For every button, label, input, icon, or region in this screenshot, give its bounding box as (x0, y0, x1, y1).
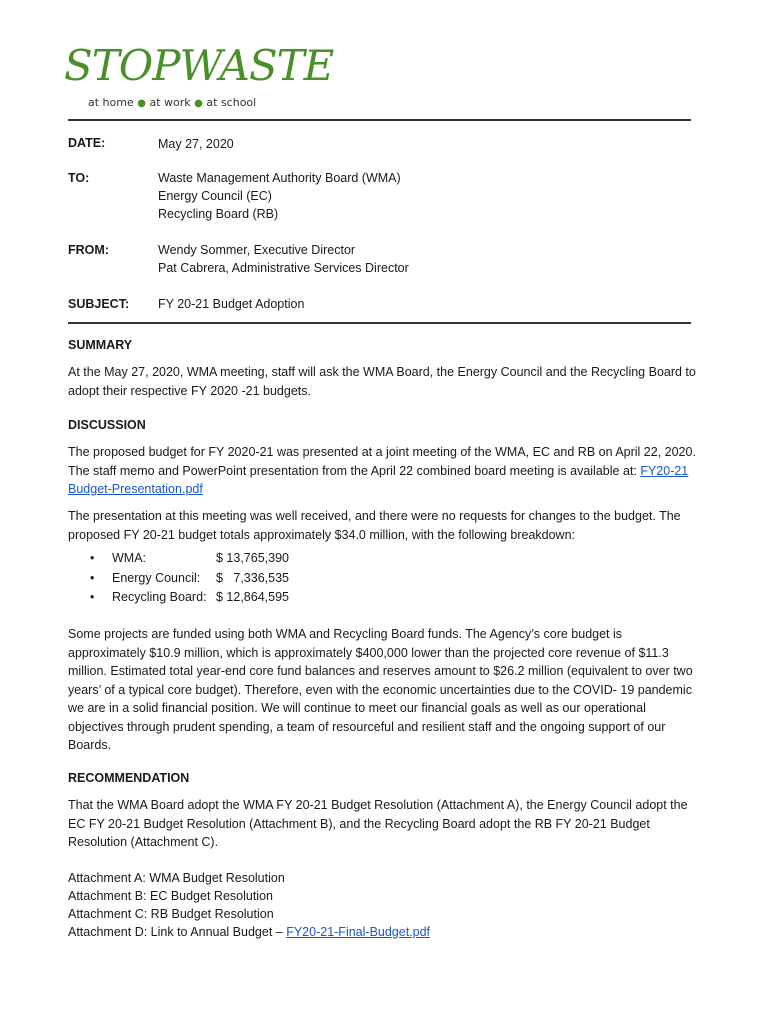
breakdown-value: $ 12,864,595 (216, 590, 289, 604)
bullet-dot-icon: ● (137, 98, 146, 109)
breakdown-value: $ 7,336,535 (216, 570, 289, 585)
bullet-icon: • (90, 570, 95, 585)
date-label: DATE: (68, 136, 106, 150)
header-bottom-rule (68, 322, 691, 324)
date-value: May 27, 2020 (158, 137, 234, 151)
recommendation-heading: RECOMMENDATION (68, 771, 190, 785)
bullet-icon: • (90, 590, 95, 604)
summary-text: At the May 27, 2020, WMA meeting, staff will ask the WMA Board, the Energy Council and the Recycling Board to adopt their respective FY 2020 -21 budgets. (68, 365, 696, 398)
summary-heading: SUMMARY (68, 338, 133, 352)
to-label: TO: (68, 171, 90, 185)
tagline-home: at home (88, 96, 134, 109)
list-item (90, 549, 289, 569)
from-values (158, 241, 409, 277)
list-item (90, 588, 289, 608)
to-recipient: Waste Management Authority Board (WMA) (158, 171, 401, 185)
header-top-rule (68, 119, 691, 121)
bullet-dot-icon: ● (194, 98, 203, 109)
attachment-item: Attachment A: WMA Budget Resolution (68, 871, 285, 885)
attachments-list (68, 869, 700, 941)
attachment-item: Attachment C: RB Budget Resolution (68, 907, 274, 921)
discussion-heading: DISCUSSION (68, 418, 146, 432)
final-budget-link[interactable]: FY20-21-Final-Budget.pdf (286, 925, 431, 939)
to-recipient: Energy Council (EC) (158, 189, 272, 203)
subject-value: FY 20-21 Budget Adoption (158, 297, 305, 311)
logo-tagline (88, 96, 256, 109)
breakdown-label: WMA: (112, 551, 147, 565)
from-label: FROM: (68, 243, 109, 257)
discussion-paragraph-2: The presentation at this meeting was well received, and there were no requests for changes to the budget. The proposed FY 20-21 budget totals approximately $34.0 million, with the following breakdown: (68, 509, 681, 542)
discussion-paragraph-3: Some projects are funded using both WMA and Recycling Board funds. The Agency’s core budget is approximately $10.9 million, which is approximately $400,000 lower than the projected core revenue of $11.3 million. Estimated total year-end core fund balances and reserves amount to $26.2 million (equivalent to over two years’ of a typical core budget). Therefore, even with the economic uncertainties due to the COVID- 19 pandemic we are in a solid financial position. We will continue to meet our financial goals as well as our operational objectives through prudent spending, a team of resourceful and resilient staff and the ongoing support of our Boards. (68, 627, 693, 752)
budget-breakdown-list (90, 549, 289, 608)
logo-wordmark: STOPWASTE (64, 41, 334, 90)
breakdown-label: Recycling Board: (112, 590, 207, 604)
attachment-item: Attachment B: EC Budget Resolution (68, 889, 273, 903)
from-sender: Wendy Sommer, Executive Director (158, 243, 356, 257)
tagline-work: at work (149, 96, 191, 109)
to-values (158, 169, 401, 223)
discussion-paragraph-1 (68, 443, 700, 499)
from-sender: Pat Cabrera, Administrative Services Director (158, 261, 409, 275)
list-item (90, 569, 289, 589)
stopwaste-logo (64, 41, 334, 112)
attachment-d-label: Attachment D: Link to Annual Budget – (68, 925, 287, 939)
recommendation-text: That the WMA Board adopt the WMA FY 20-21 Budget Resolution (Attachment A), the Energy Council adopt the EC FY 20-21 Budget Resolution (Attachment B), and the Recycling Board adopt the RB FY 20-21 Budget Resolution (Attachment C). (68, 798, 688, 849)
to-recipient: Recycling Board (RB) (158, 207, 279, 221)
breakdown-value: $ 13,765,390 (216, 551, 289, 565)
tagline-school: at school (206, 96, 257, 109)
discussion-p1-text: The proposed budget for FY 2020-21 was presented at a joint meeting of the WMA, EC and RB on April 22, 2020. The staff memo and PowerPoint presentation from the April 22 combined board meeting is available at: (68, 445, 696, 478)
bullet-icon: • (90, 551, 95, 565)
subject-label: SUBJECT: (68, 297, 130, 311)
breakdown-label: Energy Council: (112, 570, 201, 585)
budget-presentation-link[interactable]: FY20-21 Budget-Presentation.pdf (68, 463, 689, 496)
attachment-item (68, 923, 700, 941)
